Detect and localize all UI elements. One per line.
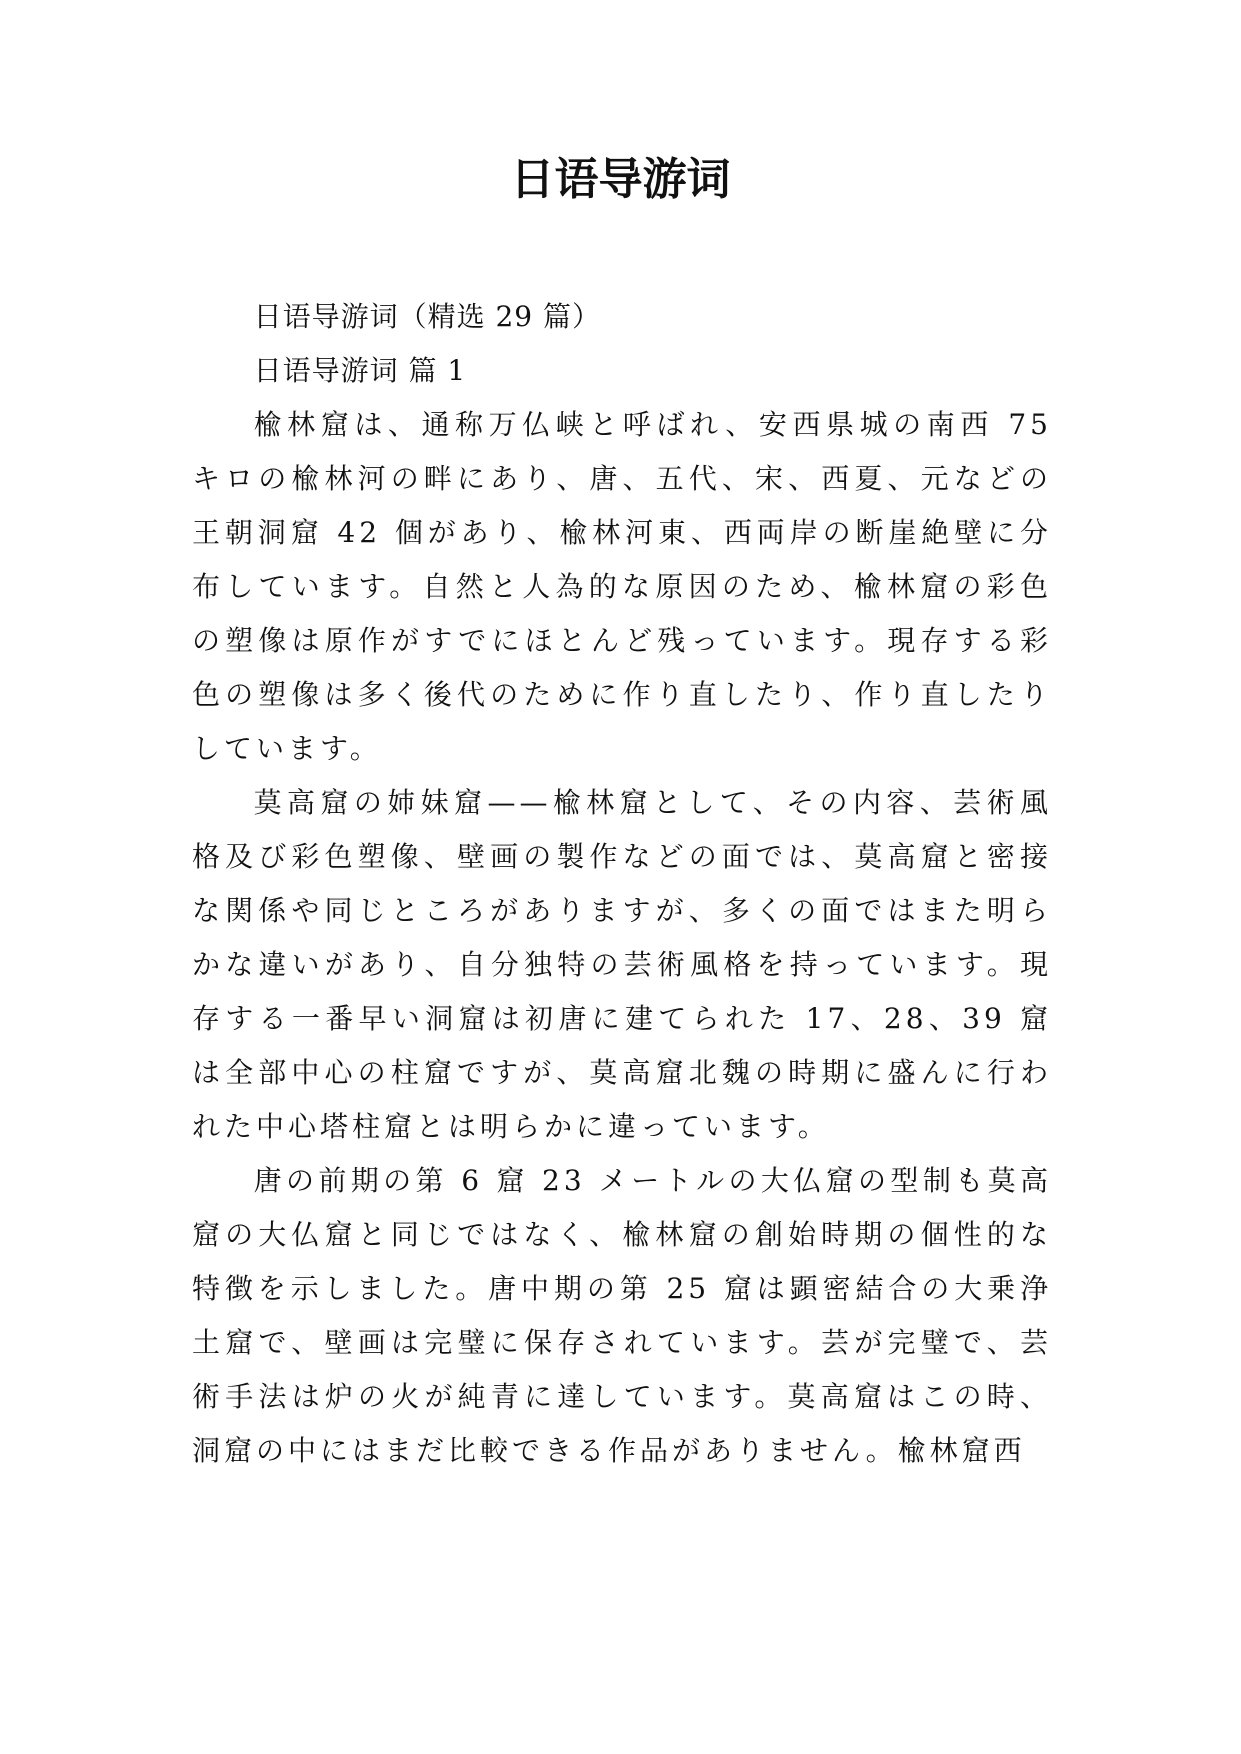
paragraph: 楡林窟は、通称万仏峡と呼ばれ、安西県城の南西 75 キロの楡林河の畔にあり、唐、五代、宋、西夏、元などの王朝洞窟 42 個があり、楡林河東、西両岸の断崖絶壁に分布しています。自然と人為的な原因のため、楡林窟の彩色の塑像は原作がすでにほとんど残っています。現存する彩色の塑像は多く後代のために作り直したり、作り直したりしています。 [192,408,1052,765]
section-heading: 日语导游词 篇 1 [253,354,467,387]
page-title: 日语导游词 [510,154,731,205]
subtitle-line: 日语导游词（精选 29 篇） [253,300,602,333]
paragraph: 莫高窟の姉妹窟——楡林窟として、その内容、芸術風格及び彩色塑像、壁画の製作などの面では、莫高窟と密接な関係や同じところがありますが、多くの面ではまた明らかな違いがあり、自分独特の芸術風格を持っています。現存する一番早い洞窟は初唐に建てられた 17、28、39 窟は全部中心の柱窟ですが、莫高窟北魏の時期に盛んに行われた中心塔柱窟とは明らかに違っています。 [192,786,1052,1143]
document-body [192,290,1052,1478]
paragraph: 唐の前期の第 6 窟 23 メートルの大仏窟の型制も莫高窟の大仏窟と同じではなく、楡林窟の創始時期の個性的な特徴を示しました。唐中期の第 25 窟は顕密結合の大乗浄土窟で、壁画は完璧に保存されています。芸が完璧で、芸術手法は炉の火が純青に達しています。莫高窟はこの時、洞窟の中にはまだ比較できる作品がありません。楡林窟西 [192,1164,1052,1467]
